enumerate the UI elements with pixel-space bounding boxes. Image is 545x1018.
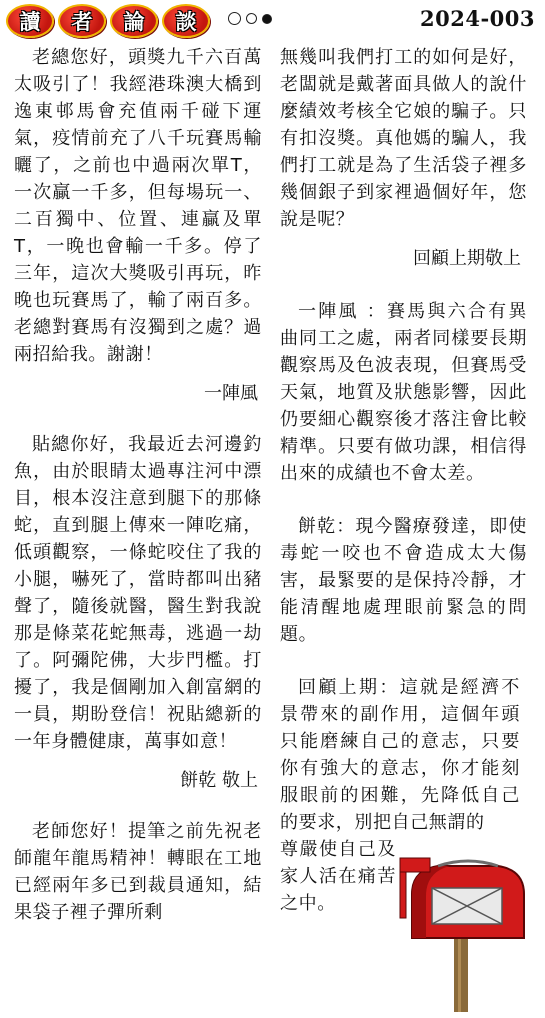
letter-3-signature: 回顧上期敬上 bbox=[413, 248, 521, 269]
letter-1-signature: 一陣風 bbox=[204, 383, 258, 404]
right-column bbox=[280, 44, 527, 943]
letter-2-signature: 餅乾 敬上 bbox=[180, 770, 258, 791]
reader-letter-3-part-1: 老師您好！提筆之前先祝老師龍年龍馬精神！轉眼在工地已經兩年多已到裁員通知，結果袋子裡子彈所剩 bbox=[14, 821, 262, 923]
reader-letter-2: 貼總你好，我最近去河邊釣魚，由於眼睛太過專注河中漂目，根本沒注意到腿下的那條蛇，直到腿上傳來一陣吃痛，低頭觀察，一條蛇咬住了我的小腿，嚇死了，當時都叫出豬聲了，隨後就醫，醫生對我說那是條菜花蛇無毒，逃過一劫了。阿彌陀佛，大步門檻。打擾了，我是個剛加入創富網的一員，期盼登信！祝貼總新的一年身體健康，萬事如意！ bbox=[14, 434, 262, 752]
column-header bbox=[6, 4, 539, 36]
left-column bbox=[14, 44, 262, 944]
decorative-dots bbox=[228, 12, 272, 25]
editor-reply-1: 一陣風 ：賽馬與六合有異曲同工之處，兩者同樣要長期觀察馬及色波表現，但賽馬受天氣，地質及狀態影響，因此仍要細心觀察後才落注會比較精準。只要有做功課，相信得出來的成績也不會太差。 bbox=[280, 301, 527, 484]
editor-reply-2: 餅乾：現今醫療發達，即使毒蛇一咬也不會造成太大傷害，最緊要的是保持冷靜，才能清醒地處理眼前緊急的問題。 bbox=[280, 516, 527, 645]
mailbox-icon bbox=[398, 852, 530, 1012]
editor-reply-3-text: 回顧上期：這就是經濟不景帶來的副作用，這個年頭只能磨練自己的意志，只要你有強大的意志，你才能刻服眼前的困難，先降低自己的要求，別把自己無謂的 bbox=[280, 677, 520, 833]
title-badge-1: 讀 bbox=[6, 4, 54, 38]
reader-letter-1: 老總您好，頭獎九千六百萬太吸引了！我經港珠澳大橋到逸東邨馬會充值兩千碰下運氣，疫情前充了八千玩賽馬輸曬了，之前也中過兩次單T，一次贏一千多，但每場玩一、二百獨中、位置、連贏及單T，一晚也會輸一千多。停了三年，這次大獎吸引再玩，昨晚也玩賽馬了，輸了兩百多。老總對賽馬有沒獨到之處？過兩招給我。謝謝！ bbox=[14, 47, 262, 365]
reader-letter-3-part-2: 無幾叫我們打工的如何是好，老闆就是戴著面具做人的說什麼績效考核全它娘的騙子。只有扣沒獎。真他媽的騙人，我們打工就是為了生活袋子裡多幾個銀子到家裡過個好年，您說是呢？ bbox=[280, 47, 527, 230]
title-badge-2: 者 bbox=[58, 4, 106, 38]
circle-outline-icon bbox=[228, 12, 241, 25]
circle-outline-small-icon bbox=[246, 13, 257, 24]
title-badge-3: 論 bbox=[110, 4, 158, 38]
issue-number: 2024-003 bbox=[420, 6, 535, 31]
editor-reply-3-tail: 尊嚴使自己及家人活在痛苦之中。 bbox=[280, 839, 396, 914]
title-badge-4: 談 bbox=[162, 4, 210, 38]
circle-filled-icon bbox=[262, 14, 272, 24]
